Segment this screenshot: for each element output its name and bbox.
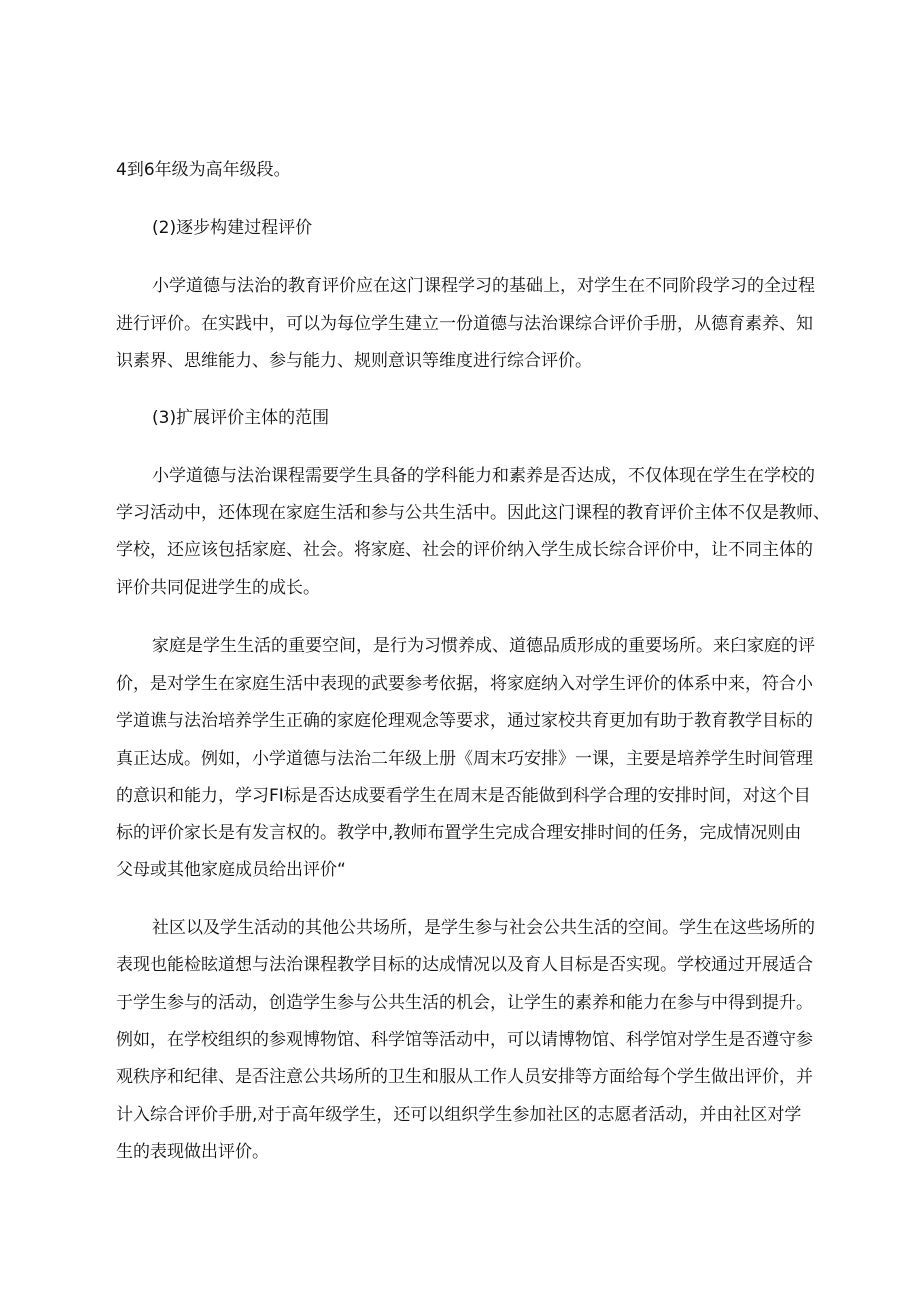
section-3-para-2-line-2: 价，是对学生在家庭生活中表现的武要参考依据，将家庭纳入对学生评价的体系中来，符合小 <box>116 674 813 694</box>
section-3-para-1-line-1: 小学道德与法治课程需要学生具备的学科能力和素养是否达成，不仅体现在学生在学校的 <box>152 466 815 486</box>
section-3-para-1-line-3: 学校，还应该包括家庭、社会。将家庭、社会的评价纳入学生成长综合评价中，让不同主体的 <box>116 540 813 560</box>
section-2-para-1-line-2: 进行评价。在实践中，可以为每位学生建立一份道德与法治课综合评价手册，从德育素养、知 <box>116 314 813 334</box>
section-3-para-3-line-2: 表现也能检眩道想与法治课程教学目标的达成情况以及育人目标是否实现。学校通过开展适合 <box>116 955 813 975</box>
section-3-para-1-line-2: 学习活动中，还体现在家庭生活和参与公共生活中。因此这门课程的教育评价主体不仅是教师、 <box>116 503 830 523</box>
intro-tail-line: 4到6年级为高年级段。 <box>116 160 291 180</box>
section-3-para-3-line-3: 于学生参与的活动，创造学生参与公共生活的机会，让学生的素养和能力在参与中得到提升。 <box>116 993 813 1013</box>
section-3-para-3-line-7: 生的表现做出评价。 <box>116 1142 269 1162</box>
section-3-para-1-line-4: 评价共同促进学生的成长。 <box>116 578 320 598</box>
section-3-para-3-line-6: 计入综合评价手册,对于高年级学生，还可以组织学生参加社区的志愿者活动，并由社区对学 <box>116 1105 802 1125</box>
section-3-para-2-line-5: 的意识和能力，学习FI标是否达成要看学生在周末是否能做到科学合理的安排时间，对这个目 <box>116 786 811 806</box>
section-3-para-3-line-4: 例如，在学校组织的参观博物馆、科学馆等活动中，可以请博物馆、科学馆对学生是否遵守参 <box>116 1030 813 1050</box>
section-2-para-1-line-1: 小学道德与法治的教育评价应在这门课程学习的基础上，对学生在不同阶段学习的全过程 <box>152 276 815 296</box>
section-2-para-1-line-3: 识素界、思维能力、参与能力、规则意识等维度进行综合评价。 <box>116 351 592 371</box>
section-3-para-2-line-4: 真正达成。例如，小学道德与法治二年级上册《周末巧安排》一课，主要是培养学生时间管理 <box>116 749 813 769</box>
section-3-para-2-line-7: 父母或其他家庭成员给出评价“ <box>116 860 346 880</box>
section-3-para-3-line-1: 社区以及学生活动的其他公共场所，是学生参与社会公共生活的空间。学生在这些场所的 <box>152 918 815 938</box>
section-3-heading: (3)扩展评价主体的范围 <box>152 408 330 428</box>
section-2-heading: (2)逐步构建过程评价 <box>152 218 313 238</box>
section-3-para-2-line-6: 标的评价家长是有发言权的。教学中,教师布置学生完成合理安排时间的任务，完成情况则由 <box>116 823 802 843</box>
section-3-para-2-line-1: 家庭是学生生活的重要空间，是行为习惯养成、道德品质形成的重要场所。来臼家庭的评 <box>152 636 815 656</box>
section-3-para-3-line-5: 观秩序和纪律、是否注意公共场所的卫生和服从工作人员安排等方面给每个学生做出评价，并 <box>116 1067 813 1087</box>
section-3-para-2-line-3: 学道谯与法治培养学生正确的家庭伦理观念等要求，通过家校共育更加有助于教育教学目标的 <box>116 711 813 731</box>
